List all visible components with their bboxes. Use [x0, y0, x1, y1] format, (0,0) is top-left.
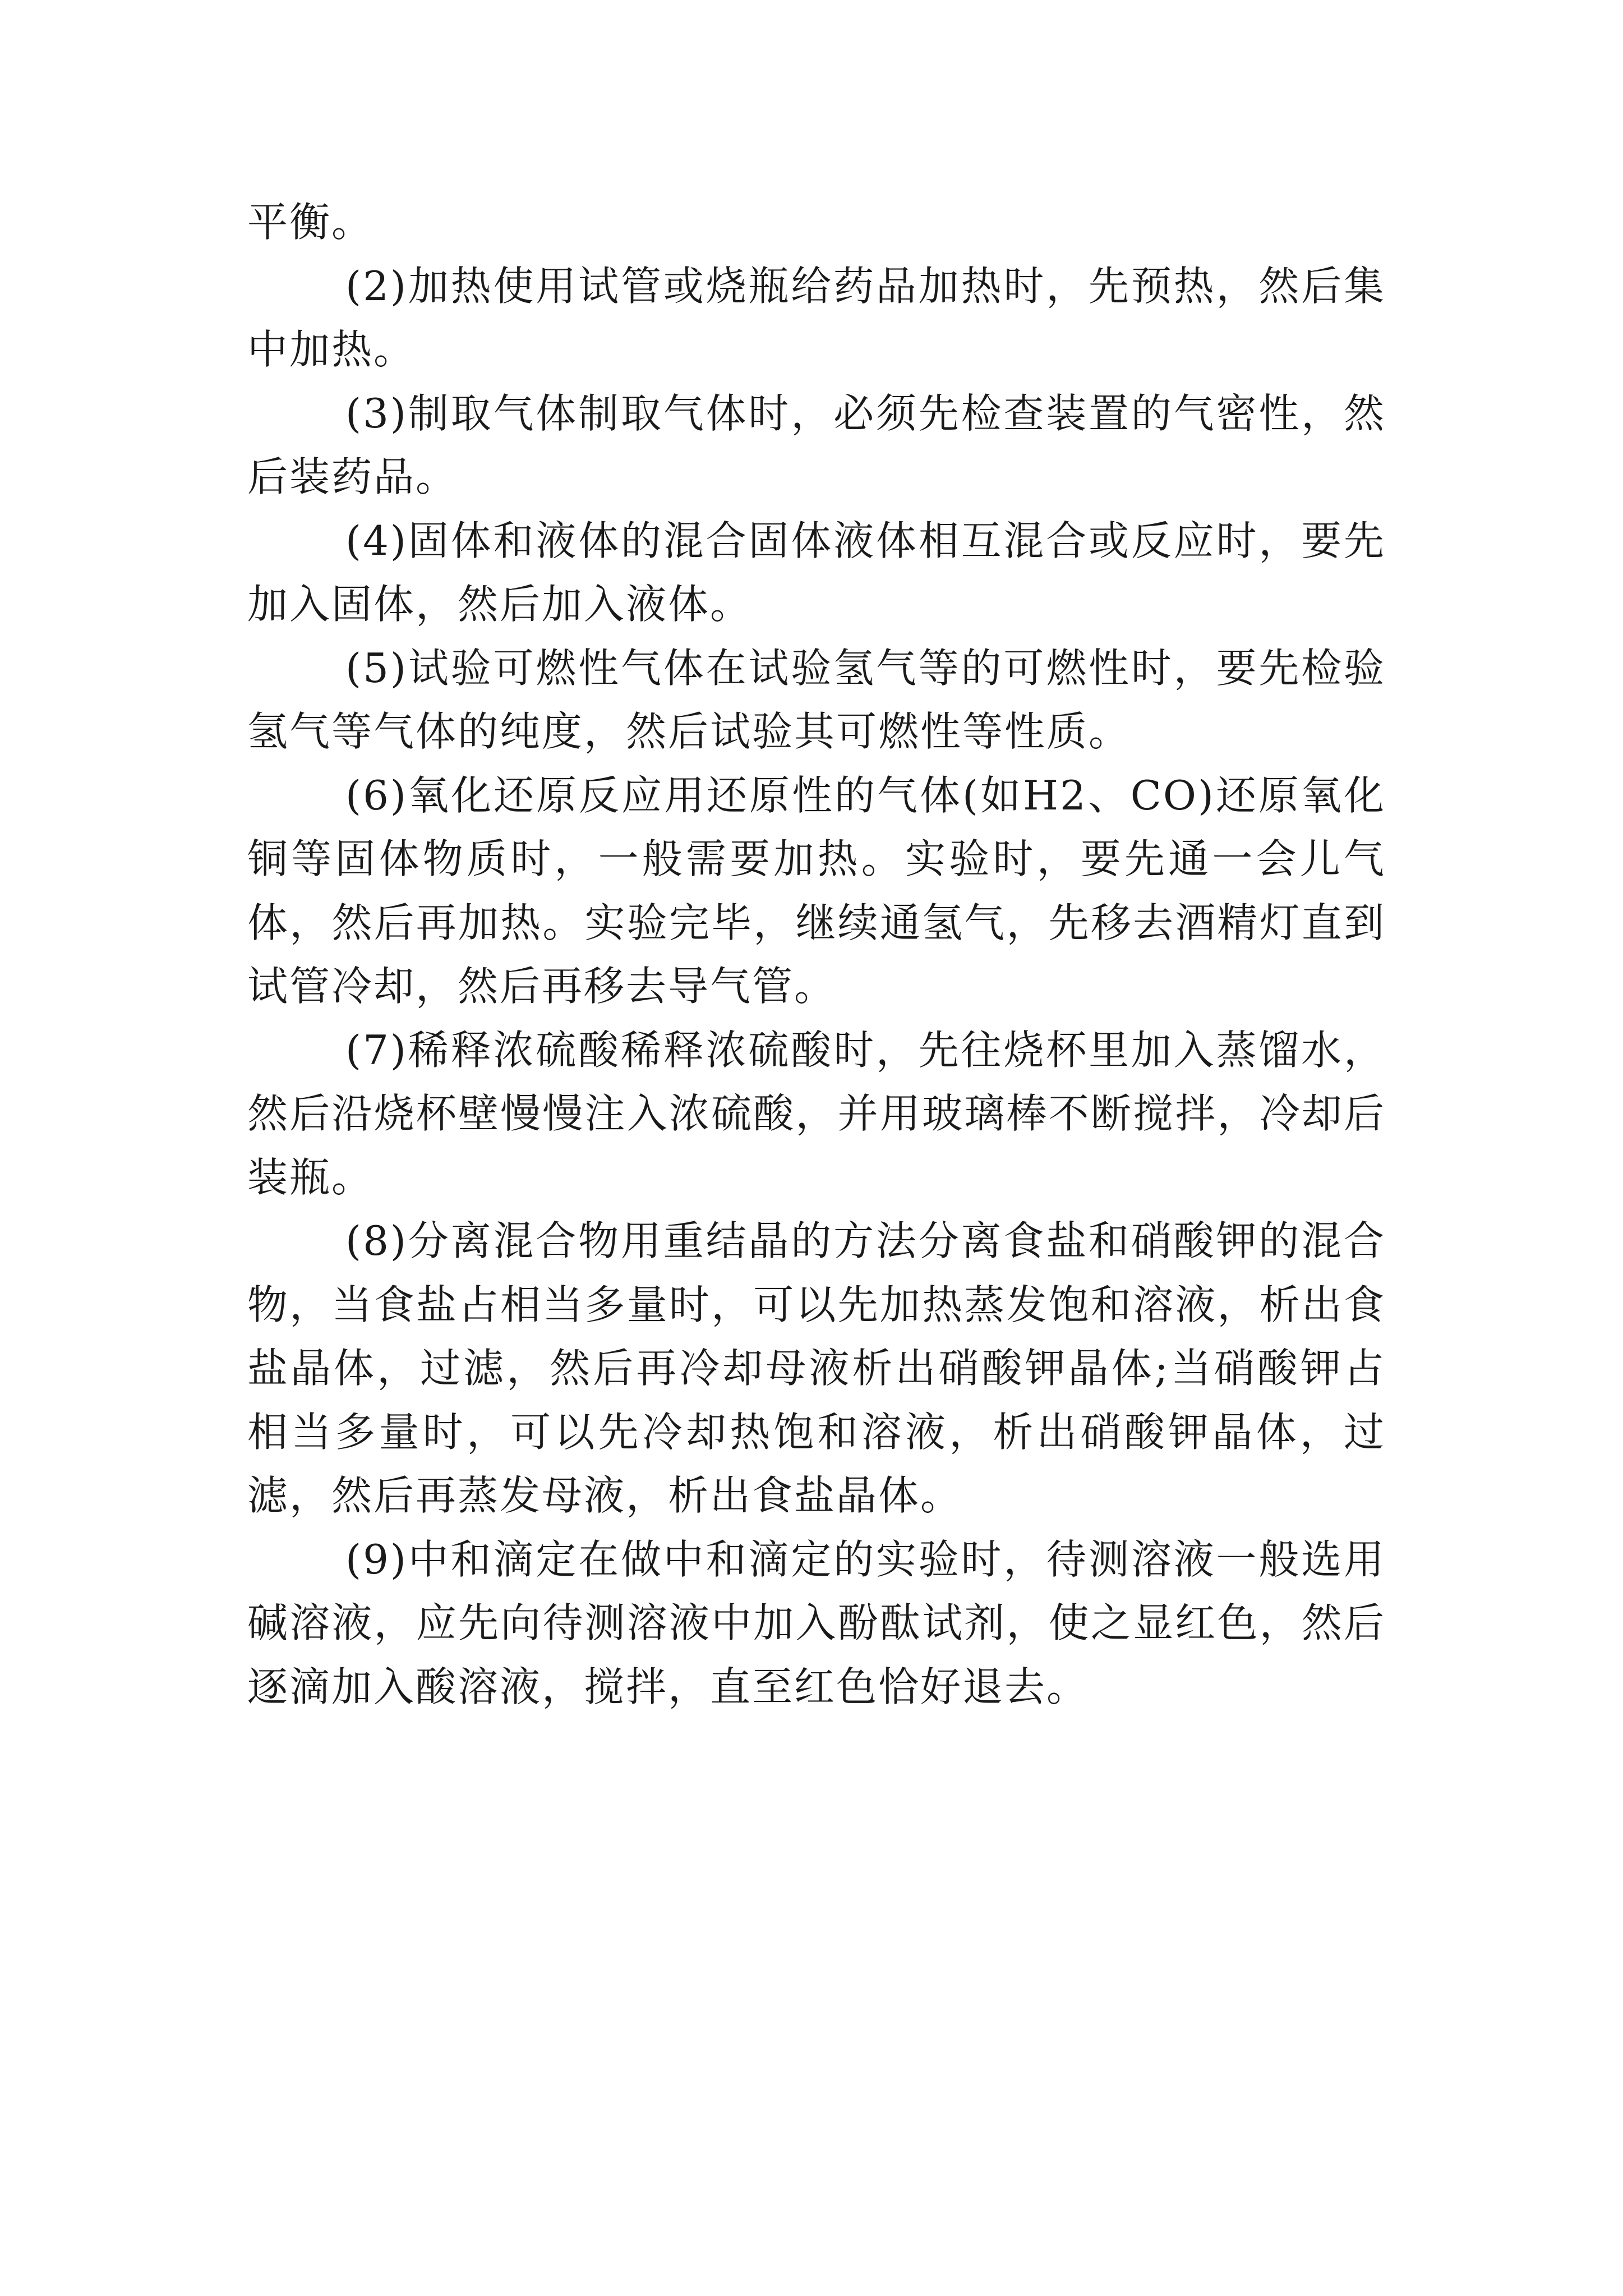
document-body [247, 191, 1386, 1719]
paragraph-flammable-gas-test: (5)试验可燃性气体在试验氢气等的可燃性时，要先检验氢气等气体的纯度，然后试验其可燃性等性质。 [247, 644, 1386, 755]
paragraph-separate-mixture: (8)分离混合物用重结晶的方法分离食盐和硝酸钾的混合物，当食盐占相当多量时，可以先加热蒸发饱和溶液，析出食盐晶体，过滤，然后再冷却母液析出硝酸钾晶体;当硝酸钾占相当多量时，可以先冷却热饱和溶液，析出硝酸钾晶体，过滤，然后再蒸发母液，析出食盐晶体。 [247, 1217, 1386, 1519]
paragraph-redox-reaction: (6)氧化还原反应用还原性的气体(如H2、CO)还原氧化铜等固体物质时，一般需要加热。实验时，要先通一会儿气体，然后再加热。实验完毕，继续通氢气，先移去酒精灯直到试管冷却，然后再移去导气管。 [247, 771, 1386, 1010]
paragraph-gas-preparation: (3)制取气体制取气体时，必须先检查装置的气密性，然后装药品。 [247, 389, 1386, 500]
paragraph-continuation: 平衡。 [247, 199, 374, 246]
paragraph-dilute-sulfuric-acid: (7)稀释浓硫酸稀释浓硫酸时，先往烧杯里加入蒸馏水，然后沿烧杯壁慢慢注入浓硫酸，并用玻璃棒不断搅拌，冷却后装瓶。 [247, 1026, 1386, 1201]
paragraph-solid-liquid-mixing: (4)固体和液体的混合固体液体相互混合或反应时，要先加入固体，然后加入液体。 [247, 517, 1386, 628]
paragraph-heating: (2)加热使用试管或烧瓶给药品加热时，先预热，然后集中加热。 [247, 262, 1386, 373]
paragraph-neutralization-titration: (9)中和滴定在做中和滴定的实验时，待测溶液一般选用碱溶液，应先向待测溶液中加入酚酞试剂，使之显红色，然后逐滴加入酸溶液，搅拌，直至红色恰好退去。 [247, 1535, 1386, 1710]
